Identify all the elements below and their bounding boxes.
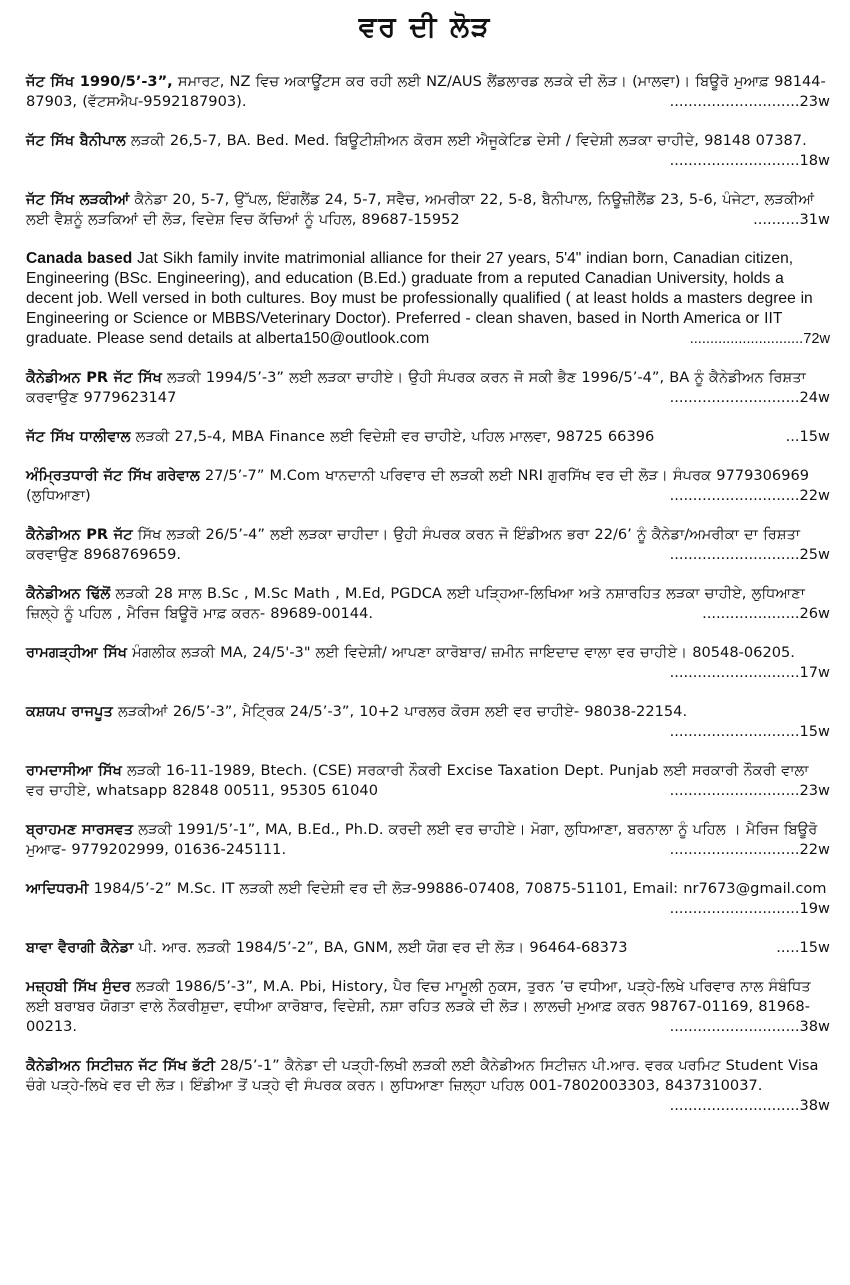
ad-dots: ............................: [669, 664, 800, 681]
ad-code: [670, 840, 830, 860]
classified-ads-list: [0, 72, 850, 1116]
ad-code: [670, 1017, 830, 1037]
ad-dots: .....................: [702, 605, 800, 622]
ad-dots: ............................: [669, 152, 800, 169]
ad-lead: Canada based: [26, 250, 133, 267]
ad-code: [690, 329, 830, 349]
ad-entry: [26, 879, 830, 919]
ad-text: 28/5’-1” ਕੈਨੇਡਾ ਦੀ ਪੜ੍ਹੀ-ਲਿਖੀ ਲੜਕੀ ਲਈ ਕੈਨੇਡੀਅਨ ਸਿਟੀਜ਼ਨ ਪੀ.ਆਰ. ਵਰਕ ਪਰਮਿਟ Student Visa ਚੰਗੇ ਪੜ੍ਹੇ-ਲਿਖੇ ਵਰ ਦੀ ਲੋੜ। ਇੰਡੀਆ ਤੋਂ ਪੜ੍ਹੇ ਵੀ ਸੰਪਰਕ ਕਰਨ। ਲੁਧਿਆਣਾ ਜ਼ਿਲ੍ਹਾ ਪਹਿਲ 001-7802003303, 8437310037.: [26, 1057, 819, 1094]
ad-lead: ਰਾਮਗੜ੍ਹੀਆ ਸਿੱਖ: [26, 644, 127, 661]
ad-code: [670, 388, 830, 408]
ad-entry: [26, 131, 830, 171]
ad-dots: ............................: [669, 389, 800, 406]
page-title: ਵਰ ਦੀ ਲੋੜ: [358, 10, 492, 43]
ad-code-value: 72w: [803, 331, 830, 347]
ad-code: [753, 210, 830, 230]
ad-text: ਲੜਕੀ 28 ਸਾਲ B.Sc , M.Sc Math , M.Ed, PGDCA ਲਈ ਪੜ੍ਹਿਆ-ਲਿਖਿਆ ਅਤੇ ਨਸ਼ਾਰਹਿਤ ਲੜਕਾ ਚਾਹੀਏ, ਲੁਧਿਆਣਾ ਜ਼ਿਲ੍ਹੇ ਨੂੰ ਪਹਿਲ , ਮੈਰਿਜ ਬਿਊਰੋ ਮਾਫ਼ ਕਰਨ- 89689-00144.: [26, 585, 805, 622]
ad-code: [670, 545, 830, 565]
ad-entry: [26, 761, 830, 801]
ad-code-value: 19w: [799, 900, 830, 917]
ad-code-value: 17w: [799, 664, 830, 681]
ad-code-value: 24w: [799, 389, 830, 406]
ad-lead: ਆਦਿਧਰਮੀ: [26, 880, 89, 897]
ad-dots: ............................: [669, 841, 800, 858]
ad-dots: ............................: [689, 331, 804, 347]
ad-lead: ਜੱਟ ਸਿੱਖ 1990/5’-3”,: [26, 73, 173, 90]
ad-text: ਲੜਕੀ 26,5-7, BA. Bed. Med. ਬਿਊਟੀਸ਼ੀਅਨ ਕੋਰਸ ਲਈ ਐਜੂਕੇਟਿਡ ਦੇਸੀ / ਵਿਦੇਸ਼ੀ ਲੜਕਾ ਚਾਹੀਦੇ, 98148 07387.: [125, 132, 807, 149]
ad-code: [670, 781, 830, 801]
ad-code: [670, 663, 830, 683]
ad-dots: ............................: [669, 782, 800, 799]
ad-text: ਕੈਨੇਡਾ 20, 5-7, ਉੱਪਲ, ਇੰਗਲੈਂਡ 24, 5-7, ਸਵੈਚ, ਅਮਰੀਕਾ 22, 5-8, ਬੈਨੀਪਾਲ, ਨਿਊਜ਼ੀਲੈਂਡ 23, 5-6, ਪੰਜੇਟਾ, ਲੜਕੀਆਂ ਲਈ ਵੈਸ਼ਨੂੰ ਲੜਕਿਆਂ ਦੀ ਲੋੜ, ਵਿਦੇਸ਼ ਵਿਚ ਕੱਚਿਆਂ ਨੂੰ ਪਹਿਲ, 89687-15952: [26, 191, 815, 228]
ad-lead: ਕੈਨੇਡੀਅਨ PR ਜੱਟ ਸਿੱਖ: [26, 369, 162, 386]
ad-code-value: 23w: [799, 782, 830, 799]
ad-code: [670, 151, 830, 171]
ad-entry: [26, 525, 830, 565]
ad-text: ਲੜਕੀ 1994/5’-3” ਲਈ ਲੜਕਾ ਚਾਹੀਏ। ਉਹੀ ਸੰਪਰਕ ਕਰਨ ਜੋ ਸਕੀ ਭੈਣ 1996/5’-4”, BA ਨੂੰ ਕੈਨੇਡੀਅਨ ਰਿਸ਼ਤਾ ਕਰਵਾਉਣ 9779623147: [26, 369, 806, 406]
ad-text: ਪੀ. ਆਰ. ਲੜਕੀ 1984/5’-2”, BA, GNM, ਲਈ ਯੋਗ ਵਰ ਦੀ ਲੋੜ। 96464-68373: [133, 939, 628, 956]
ad-text: ਸਮਾਰਟ, NZ ਵਿਚ ਅਕਾਊਂਟਸ ਕਰ ਰਹੀ ਲਈ NZ/AUS ਲੈਂਡਲਾਰਡ ਲੜਕੇ ਦੀ ਲੋੜ। (ਮਾਲਵਾ)। ਬਿਊਰੋ ਮੁਆਫ਼ 98144-87903, (ਵੱਟਸਐਪ-9592187903).: [26, 73, 826, 110]
ad-text: ਮੰਗਲੀਕ ਲੜਕੀ MA, 24/5'-3" ਲਈ ਵਿਦੇਸ਼ੀ/ ਆਪਣਾ ਕਾਰੋਬਾਰ/ ਜ਼ਮੀਨ ਜਾਇਦਾਦ ਵਾਲਾ ਵਰ ਚਾਹੀਏ। 80548-06205.: [127, 644, 795, 661]
ad-text: ਲੜਕੀ 27,5-4, MBA Finance ਲਈ ਵਿਦੇਸ਼ੀ ਵਰ ਚਾਹੀਏ, ਪਹਿਲ ਮਾਲਵਾ, 98725 66396: [130, 428, 655, 445]
ad-dots: ............................: [669, 1097, 800, 1114]
ad-code: [670, 899, 830, 919]
ad-code-value: 22w: [799, 841, 830, 858]
ad-lead: ਕਸ਼ਯਪ ਰਾਜਪੂਤ: [26, 703, 113, 720]
ad-code-value: 38w: [799, 1097, 830, 1114]
ad-entry: [26, 977, 830, 1037]
ad-code-value: 15w: [799, 723, 830, 740]
ad-text: 27/5’-7” M.Com ਖਾਨਦਾਨੀ ਪਰਿਵਾਰ ਦੀ ਲੜਕੀ ਲਈ NRI ਗੁਰਸਿੱਖ ਵਰ ਦੀ ਲੋੜ। ਸੰਪਰਕ 9779306969 (ਲੁਧਿਆਣਾ): [26, 467, 810, 504]
ad-dots: ............................: [669, 1018, 800, 1035]
ad-code: [670, 1096, 830, 1116]
ad-entry: [26, 1056, 830, 1116]
ad-lead: ਜੱਟ ਸਿੱਖ ਧਾਲੀਵਾਲ: [26, 428, 131, 445]
ad-dots: ...: [785, 428, 800, 445]
ad-dots: ..........: [753, 211, 800, 228]
ad-lead: ਕੈਨੇਡੀਅਨ PR ਜੱਟ: [26, 526, 133, 543]
ad-entry: [26, 427, 830, 447]
ad-entry: [26, 72, 830, 112]
ad-entry: [26, 368, 830, 408]
ad-entry: [26, 190, 830, 230]
ad-code-value: 38w: [799, 1018, 830, 1035]
ad-entry: [26, 466, 830, 506]
ad-code-value: 23w: [799, 93, 830, 110]
ad-code-value: 31w: [799, 211, 830, 228]
ad-code-value: 25w: [799, 546, 830, 563]
ad-text: ਲੜਕੀ 1986/5’-3”, M.A. Pbi, History, ਪੈਰ ਵਿਚ ਮਾਮੂਲੀ ਨੁਕਸ, ਤੁਰਨ ’ਚ ਵਧੀਆ, ਪੜ੍ਹੇ-ਲਿਖੇ ਪਰਿਵਾਰ ਨਾਲ ਸੰਬੰਧਿਤ ਲਈ ਬਰਾਬਰ ਯੋਗਤਾ ਵਾਲੇ ਨੌਕਰੀਸ਼ੁਦਾ, ਵਧੀਆ ਕਾਰੋਬਾਰ, ਵਿਦੇਸ਼ੀ, ਨਸ਼ਾ ਰਹਿਤ ਲੜਕੇ ਦੀ ਲੋੜ। ਲਾਲਚੀ ਮੁਆਫ਼ ਕਰਨ 98767-01169, 81968-00213.: [26, 978, 811, 1035]
ad-code-value: 15w: [799, 428, 830, 445]
ad-lead: ਰਾਮਦਾਸੀਆ ਸਿੱਖ: [26, 762, 122, 779]
ad-code: [670, 92, 830, 112]
ad-entry: [26, 249, 830, 349]
ad-lead: ਕੈਨੇਡੀਅਨ ਸਿਟੀਜ਼ਨ ਜੱਟ ਸਿੱਖ ਭੱਟੀ: [26, 1057, 215, 1074]
ad-entry: [26, 643, 830, 683]
ad-lead: ਬਾਵਾ ਵੈਰਾਗੀ ਕੈਨੇਡਾ: [26, 939, 134, 956]
ad-dots: ............................: [669, 93, 800, 110]
ad-text: ਲੜਕੀ 1991/5’-1”, MA, B.Ed., Ph.D. ਕਰਦੀ ਲਈ ਵਰ ਚਾਹੀਏ। ਮੋਗਾ, ਲੁਧਿਆਣਾ, ਬਰਨਾਲਾ ਨੂੰ ਪਹਿਲ । ਮੈਰਿਜ ਬਿਊਰੋ ਮੁਆਫ- 9779202999, 01636-245111.: [26, 821, 818, 858]
ad-text: ਲੜਕੀ 16-11-1989, Btech. (CSE) ਸਰਕਾਰੀ ਨੌਕਰੀ Excise Taxation Dept. Punjab ਲਈ ਸਰਕਾਰੀ ਨੌਕਰੀ ਵਾਲਾ ਵਰ ਚਾਹੀਏ, whatsapp 82848 00511, 95305 61040: [26, 762, 809, 799]
ad-dots: ............................: [669, 723, 800, 740]
ad-entry: [26, 584, 830, 624]
ad-code: [776, 938, 830, 958]
ad-code: [670, 722, 830, 742]
ad-entry: [26, 938, 830, 958]
ad-code: [786, 427, 830, 447]
ad-code-value: 26w: [799, 605, 830, 622]
ad-code: [670, 486, 830, 506]
ad-lead: ਕੈਨੇਡੀਅਨ ਢਿੱਲੋਂ: [26, 585, 111, 602]
ad-lead: ਅੰਮ੍ਰਿਤਧਾਰੀ ਜੱਟ ਸਿੱਖ ਗਰੇਵਾਲ: [26, 467, 200, 484]
ad-code: [702, 604, 830, 624]
ad-lead: ਜੱਟ ਸਿੱਖ ਲੜਕੀਆਂ: [26, 191, 130, 208]
ad-dots: ............................: [669, 546, 800, 563]
ad-text: 1984/5’-2” M.Sc. IT ਲੜਕੀ ਲਈ ਵਿਦੇਸ਼ੀ ਵਰ ਦੀ ਲੋੜ-99886-07408, 70875-51101, Email: nr7673@gmail.com: [88, 880, 827, 897]
ad-entry: [26, 702, 830, 742]
ad-lead: ਮਜ਼੍ਹਬੀ ਸਿੱਖ ਸੁੰਦਰ: [26, 978, 131, 995]
ad-text: ਲੜਕੀਆਂ 26/5’-3”, ਮੈਟ੍ਰਿਕ 24/5’-3”, 10+2 ਪਾਰਲਰ ਕੋਰਸ ਲਈ ਵਰ ਚਾਹੀਏ- 98038-22154.: [112, 703, 688, 720]
ad-dots: .....: [776, 939, 800, 956]
ad-lead: ਜੱਟ ਸਿੱਖ ਬੈਨੀਪਾਲ: [26, 132, 126, 149]
ad-text: ਸਿੱਖ ਲੜਕੀ 26/5’-4” ਲਈ ਲੜਕਾ ਚਾਹੀਦਾ। ਉਹੀ ਸੰਪਰਕ ਕਰਨ ਜੋ ਇੰਡੀਅਨ ਭਰਾ 22/6’ ਨੂੰ ਕੈਨੇਡਾ/ਅਮਰੀਕਾ ਦਾ ਰਿਸ਼ਤਾ ਕਰਵਾਉਣ 8968769659.: [26, 526, 801, 563]
ad-dots: ............................: [669, 900, 800, 917]
ad-dots: ............................: [669, 487, 800, 504]
ad-text: Jat Sikh family invite matrimonial alliance for their 27 years, 5'4" indian born, Canadian citizen, Engineering (BSc. Engineering), and education (B.Ed.) graduate from a reputed Canadian University, holds a decent job. Well versed in both cultures. Boy must be professionally qualified ( at least holds a masters degree in Engineering or Science or MBBS/Veterinary Doctor). Preferred - clean shaven, based in North America or IIT graduate. Please send details at alberta150@outlook.com: [26, 250, 813, 347]
ad-lead: ਬ੍ਰਾਹਮਣ ਸਾਰਸਵਤ: [26, 821, 134, 838]
ad-code-value: 15w: [799, 939, 830, 956]
ad-code-value: 18w: [799, 152, 830, 169]
ad-code-value: 22w: [799, 487, 830, 504]
ad-entry: [26, 820, 830, 860]
